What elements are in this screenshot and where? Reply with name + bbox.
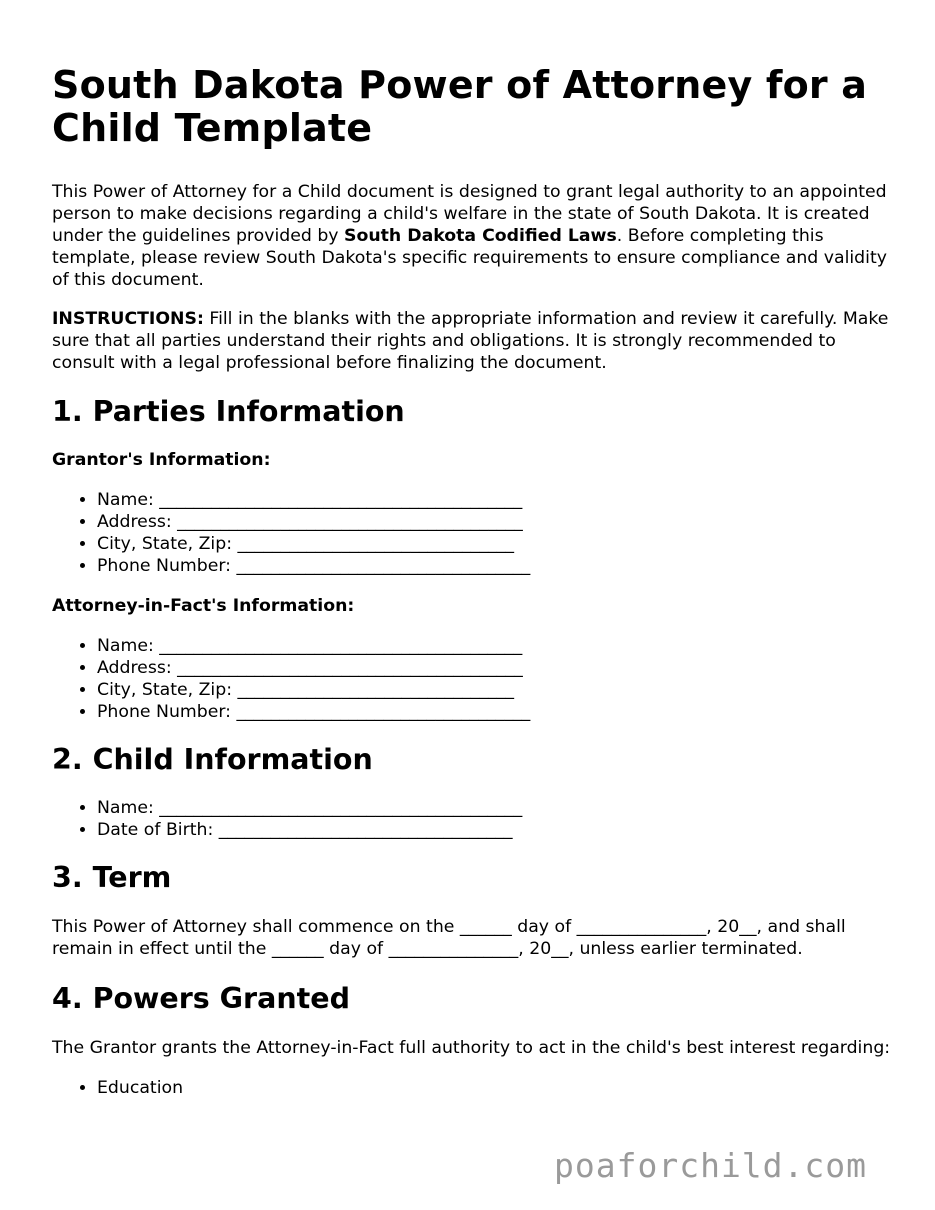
grantor-city-state-zip-field[interactable]: • City, State, Zip: ________________________________: [97, 533, 892, 555]
site-watermark: poaforchild.com: [554, 1146, 868, 1185]
term-paragraph: This Power of Attorney shall commence on the ______ day of _______________, 20__, and shall remain in effect until the ______ day of _______________, 20__, unless earlier terminated.: [52, 917, 846, 959]
attorney-heading: Attorney-in-Fact's Information:: [52, 596, 355, 616]
child-fields: [52, 797, 892, 841]
powers-paragraph: The Grantor grants the Attorney-in-Fact full authority to act in the child's best interest regarding:: [52, 1038, 891, 1058]
child-name-field[interactable]: • Name: __________________________________________: [97, 797, 892, 819]
intro-paragraph: [52, 181, 892, 291]
section-1-heading: 1. Parties Information: [52, 395, 405, 428]
instructions-text: Fill in the blanks with the appropriate information and review it carefully. Make sure that all parties understand their rights and obligations. It is strongly recommended to consult with a legal professional before finalizing the document.: [52, 309, 889, 373]
attorney-address-field[interactable]: • Address: ________________________________________: [97, 657, 892, 679]
instructions-label: INSTRUCTIONS:: [52, 309, 204, 329]
section-3-heading: 3. Term: [52, 861, 172, 894]
intro-text-end: . Before completing this template, please review South Dakota's specific requirements to ensure compliance and validity of this document.: [52, 226, 887, 290]
grantor-phone-field[interactable]: • Phone Number: __________________________________: [97, 555, 892, 577]
section-2-heading: 2. Child Information: [52, 743, 373, 776]
powers-list: [52, 1077, 892, 1099]
section-4-heading: 4. Powers Granted: [52, 982, 350, 1015]
attorney-fields: [52, 635, 892, 723]
power-education: • Education: [97, 1077, 892, 1099]
attorney-name-field[interactable]: • Name: __________________________________________: [97, 635, 892, 657]
attorney-city-state-zip-field[interactable]: • City, State, Zip: ________________________________: [97, 679, 892, 701]
instructions-paragraph: [52, 308, 892, 374]
grantor-heading: Grantor's Information:: [52, 450, 271, 470]
grantor-address-field[interactable]: • Address: ________________________________________: [97, 511, 892, 533]
grantor-fields: [52, 489, 892, 577]
grantor-name-field[interactable]: • Name: __________________________________________: [97, 489, 892, 511]
attorney-phone-field[interactable]: • Phone Number: __________________________________: [97, 701, 892, 723]
page-title: South Dakota Power of Attorney for a Child Template: [52, 63, 868, 150]
intro-text-start: This Power of Attorney for a Child document is designed to grant legal authority to an appointed person to make decisions regarding a child's welfare in the state of South Dakota. It is created under the guidelines provided by: [52, 182, 887, 246]
codified-laws-reference: South Dakota Codified Laws: [344, 226, 617, 246]
document: [52, 64, 892, 1099]
child-dob-field[interactable]: • Date of Birth: __________________________________: [97, 819, 892, 841]
